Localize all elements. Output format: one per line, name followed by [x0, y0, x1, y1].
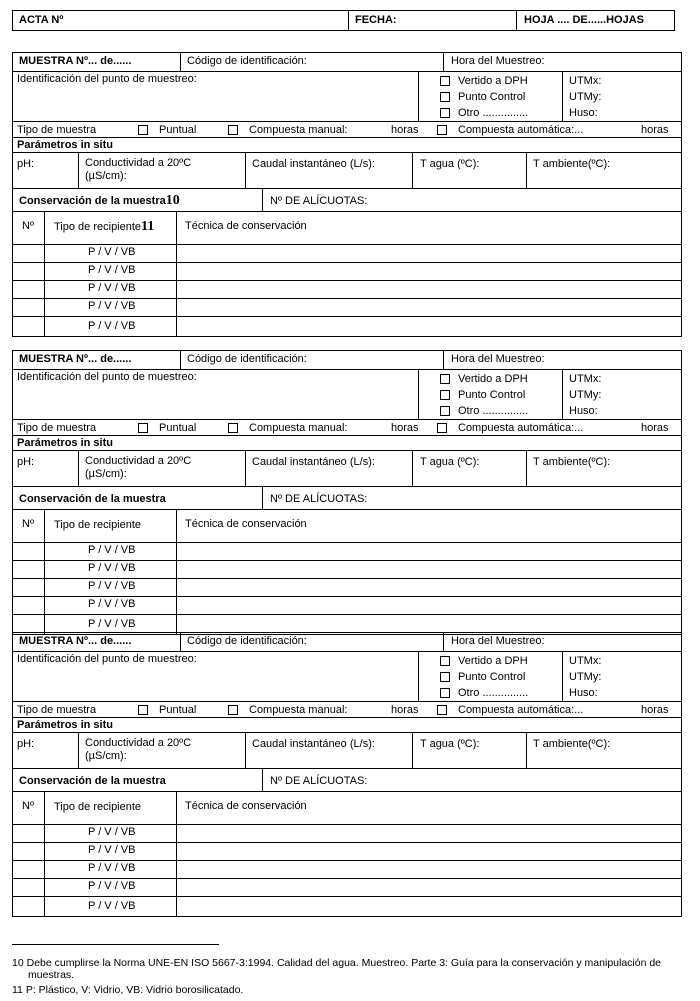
header-divider: [348, 10, 349, 31]
cell-divider: [180, 52, 181, 71]
table-row: [0, 578, 700, 596]
row-line: [12, 509, 682, 510]
puntual-label: Puntual: [159, 124, 197, 136]
table-row: [0, 860, 700, 878]
conductividad-units: (µS/cm):: [85, 750, 127, 762]
num-header: Nº: [22, 220, 34, 232]
row-line: [12, 137, 682, 138]
t-ambiente-label: T ambiente(ºC):: [533, 158, 611, 170]
recipiente-option: P / V / VB: [88, 598, 136, 610]
horas-auto-label: horas: [641, 124, 669, 136]
muestra-label: MUESTRA Nº... de......: [19, 55, 132, 67]
tipo-recipiente-text: Tipo de recipiente: [54, 221, 142, 233]
cell-divider: [526, 152, 527, 188]
cell-divider: [180, 350, 181, 369]
recipiente-option: P / V / VB: [88, 562, 136, 574]
sample-block: [0, 52, 700, 337]
huso-label: Huso:: [569, 687, 598, 699]
punto-control-label: Punto Control: [458, 671, 526, 683]
vertido-label: Vertido a DPH: [458, 373, 528, 385]
vertido-checkbox[interactable]: [440, 374, 450, 384]
compuesta-manual-label: Compuesta manual:: [249, 124, 348, 136]
footnote-11: [12, 984, 243, 997]
tipo-recipiente-text: Tipo de recipiente: [54, 519, 142, 531]
caudal-label: Caudal instantáneo (L/s):: [252, 456, 375, 468]
row-line: [12, 419, 682, 420]
fecha-label: FECHA:: [355, 14, 397, 26]
cell-divider: [245, 450, 246, 486]
punto-control-label: Punto Control: [458, 91, 526, 103]
cell-divider: [78, 450, 79, 486]
row-line: [12, 651, 682, 652]
compuesta-manual-label: Compuesta manual:: [249, 704, 348, 716]
recipiente-option: P / V / VB: [88, 282, 136, 294]
puntual-checkbox[interactable]: [138, 423, 148, 433]
recipiente-option: P / V / VB: [88, 844, 136, 856]
row-line: [12, 450, 682, 451]
row-line: [12, 369, 682, 370]
vertido-label: Vertido a DPH: [458, 75, 528, 87]
cell-divider: [78, 732, 79, 768]
compuesta-auto-checkbox[interactable]: [437, 423, 447, 433]
identificacion-label: Identificación del punto de muestreo:: [17, 371, 197, 383]
compuesta-manual-checkbox[interactable]: [228, 423, 238, 433]
vertido-checkbox[interactable]: [440, 656, 450, 666]
row-line: [12, 211, 682, 212]
hora-label: Hora del Muestreo:: [451, 55, 545, 67]
footnote-11-text: P: Plástico, V: Vidrio, VB: Vidrio borosilicatado.: [25, 984, 244, 996]
conservacion-label: [19, 492, 166, 506]
parametros-label: Parámetros in situ: [17, 139, 113, 151]
acta-label: ACTA Nº: [19, 14, 64, 26]
recipiente-option: P / V / VB: [88, 246, 136, 258]
conductividad-label: Conductividad a 20ºC: [85, 737, 192, 749]
footnote-11-number: 11: [12, 984, 23, 996]
sample-block: [0, 350, 700, 635]
muestra-label: MUESTRA Nº... de......: [19, 635, 132, 647]
recipiente-option: P / V / VB: [88, 580, 136, 592]
table-row: [0, 560, 700, 578]
codigo-label: Código de identificación:: [187, 353, 307, 365]
recipiente-option: P / V / VB: [88, 320, 136, 332]
ph-label: pH:: [17, 158, 35, 170]
recipiente-option: P / V / VB: [88, 300, 136, 312]
footnote-separator: [12, 944, 219, 945]
utmx-label: UTMx:: [569, 655, 602, 667]
recipiente-option: P / V / VB: [88, 826, 136, 838]
table-row: [0, 542, 700, 560]
conservacion-label: [19, 774, 166, 788]
recipiente-option: P / V / VB: [88, 880, 136, 892]
compuesta-manual-checkbox[interactable]: [228, 125, 238, 135]
footnote-ref-11: 11: [141, 219, 155, 234]
table-row: [0, 244, 700, 262]
row-line: [12, 701, 682, 702]
tipo-recipiente-text: Tipo de recipiente: [54, 801, 142, 813]
num-header: Nº: [22, 800, 34, 812]
alicuotas-label: Nº DE ALÍCUOTAS:: [270, 775, 368, 787]
otro-label: Otro ...............: [458, 107, 529, 119]
compuesta-manual-label: Compuesta manual:: [249, 422, 348, 434]
row-line: [12, 188, 682, 189]
t-agua-label: T agua (ºC):: [420, 158, 480, 170]
row-line: [12, 121, 682, 122]
sample-block: [0, 632, 700, 917]
utmy-label: UTMy:: [569, 389, 602, 401]
cell-divider: [412, 450, 413, 486]
compuesta-auto-checkbox[interactable]: [437, 705, 447, 715]
cell-divider: [245, 732, 246, 768]
tipo-muestra-label: Tipo de muestra: [17, 704, 97, 716]
punto-control-checkbox[interactable]: [440, 672, 450, 682]
table-row: [0, 262, 700, 280]
row-line: [12, 717, 682, 718]
tipo-muestra-label: Tipo de muestra: [17, 422, 97, 434]
row-line: [12, 768, 682, 769]
identificacion-label: Identificación del punto de muestreo:: [17, 73, 197, 85]
puntual-label: Puntual: [159, 704, 197, 716]
muestra-label: MUESTRA Nº... de......: [19, 353, 132, 365]
cell-divider: [562, 369, 563, 419]
cell-divider: [526, 450, 527, 486]
row-line: [12, 486, 682, 487]
horas-auto-label: horas: [641, 704, 669, 716]
utmy-label: UTMy:: [569, 671, 602, 683]
table-row: [0, 614, 700, 635]
huso-label: Huso:: [569, 107, 598, 119]
cell-divider: [418, 651, 419, 701]
otro-checkbox[interactable]: [440, 406, 450, 416]
table-row: [0, 824, 700, 842]
cell-divider: [443, 52, 444, 71]
otro-checkbox[interactable]: [440, 108, 450, 118]
conductividad-units: (µS/cm):: [85, 170, 127, 182]
utmy-label: UTMy:: [569, 91, 602, 103]
otro-label: Otro ...............: [458, 405, 529, 417]
cell-divider: [412, 152, 413, 188]
hora-label: Hora del Muestreo:: [451, 635, 545, 647]
conductividad-label: Conductividad a 20ºC: [85, 157, 192, 169]
table-row: [0, 316, 700, 337]
hoja-label: HOJA .... DE......HOJAS: [524, 14, 645, 26]
footnote-10-text: Debe cumplirse la Norma UNE-EN ISO 5667-3:1994. Calidad del agua. Muestreo. Parte 3: Guía para la conservación y manipulación de: [26, 957, 662, 969]
row-line: [12, 435, 682, 436]
ph-label: pH:: [17, 456, 35, 468]
tipo-muestra-label: Tipo de muestra: [17, 124, 97, 136]
table-row: [0, 596, 700, 614]
identificacion-label: Identificación del punto de muestreo:: [17, 653, 197, 665]
num-header: Nº: [22, 518, 34, 530]
horas-manual-label: horas: [391, 704, 419, 716]
table-row: [0, 280, 700, 298]
footnote-10-number: 10: [12, 957, 24, 969]
punto-control-label: Punto Control: [458, 389, 526, 401]
otro-checkbox[interactable]: [440, 688, 450, 698]
table-row: [0, 298, 700, 316]
recipiente-option: P / V / VB: [88, 862, 136, 874]
tecnica-header: Técnica de conservación: [185, 518, 307, 530]
alicuotas-label: Nº DE ALÍCUOTAS:: [270, 195, 368, 207]
hora-label: Hora del Muestreo:: [451, 353, 545, 365]
conductividad-units: (µS/cm):: [85, 468, 127, 480]
caudal-label: Caudal instantáneo (L/s):: [252, 738, 375, 750]
recipiente-option: P / V / VB: [88, 264, 136, 276]
ph-label: pH:: [17, 738, 35, 750]
conservacion-text: Conservación de la muestra: [19, 493, 166, 505]
footnote-ref-10: 10: [165, 193, 180, 208]
punto-control-checkbox[interactable]: [440, 390, 450, 400]
cell-divider: [412, 732, 413, 768]
otro-label: Otro ...............: [458, 687, 529, 699]
row-line: [12, 152, 682, 153]
puntual-checkbox[interactable]: [138, 125, 148, 135]
t-agua-label: T agua (ºC):: [420, 738, 480, 750]
huso-label: Huso:: [569, 405, 598, 417]
tipo-recipiente-header: [54, 800, 141, 814]
cell-divider: [262, 768, 263, 791]
t-ambiente-label: T ambiente(ºC):: [533, 456, 611, 468]
vertido-label: Vertido a DPH: [458, 655, 528, 667]
row-line: [12, 791, 682, 792]
recipiente-option: P / V / VB: [88, 544, 136, 556]
cell-divider: [262, 486, 263, 509]
cell-divider: [562, 651, 563, 701]
vertido-checkbox[interactable]: [440, 76, 450, 86]
cell-divider: [262, 188, 263, 211]
table-row: [0, 896, 700, 917]
cell-divider: [562, 71, 563, 121]
horas-manual-label: horas: [391, 422, 419, 434]
compuesta-auto-checkbox[interactable]: [437, 125, 447, 135]
parametros-label: Parámetros in situ: [17, 437, 113, 449]
conservacion-text: Conservación de la muestra: [19, 195, 166, 207]
t-agua-label: T agua (ºC):: [420, 456, 480, 468]
cell-divider: [418, 369, 419, 419]
codigo-label: Código de identificación:: [187, 55, 307, 67]
footnote-10-continued: muestras.: [28, 969, 75, 981]
caudal-label: Caudal instantáneo (L/s):: [252, 158, 375, 170]
cell-divider: [245, 152, 246, 188]
puntual-checkbox[interactable]: [138, 705, 148, 715]
codigo-label: Código de identificación:: [187, 635, 307, 647]
cell-divider: [418, 71, 419, 121]
row-line: [12, 732, 682, 733]
table-row: [0, 878, 700, 896]
compuesta-manual-checkbox[interactable]: [228, 705, 238, 715]
puntual-label: Puntual: [159, 422, 197, 434]
cell-divider: [526, 732, 527, 768]
compuesta-auto-label: Compuesta automática:...: [458, 704, 584, 716]
utmx-label: UTMx:: [569, 373, 602, 385]
horas-manual-label: horas: [391, 124, 419, 136]
punto-control-checkbox[interactable]: [440, 92, 450, 102]
conservacion-label: [19, 194, 180, 208]
compuesta-auto-label: Compuesta automática:...: [458, 422, 584, 434]
row-line: [12, 71, 682, 72]
compuesta-auto-label: Compuesta automática:...: [458, 124, 584, 136]
tecnica-header: Técnica de conservación: [185, 800, 307, 812]
footnote-10: [12, 957, 661, 970]
tipo-recipiente-header: [54, 220, 154, 234]
header-divider: [516, 10, 517, 31]
parametros-label: Parámetros in situ: [17, 719, 113, 731]
alicuotas-label: Nº DE ALÍCUOTAS:: [270, 493, 368, 505]
conductividad-label: Conductividad a 20ºC: [85, 455, 192, 467]
table-row: [0, 842, 700, 860]
utmx-label: UTMx:: [569, 75, 602, 87]
tipo-recipiente-header: [54, 518, 141, 532]
tecnica-header: Técnica de conservación: [185, 220, 307, 232]
conservacion-text: Conservación de la muestra: [19, 775, 166, 787]
cell-divider: [443, 350, 444, 369]
cell-divider: [78, 152, 79, 188]
recipiente-option: P / V / VB: [88, 900, 136, 912]
horas-auto-label: horas: [641, 422, 669, 434]
recipiente-option: P / V / VB: [88, 618, 136, 630]
t-ambiente-label: T ambiente(ºC):: [533, 738, 611, 750]
